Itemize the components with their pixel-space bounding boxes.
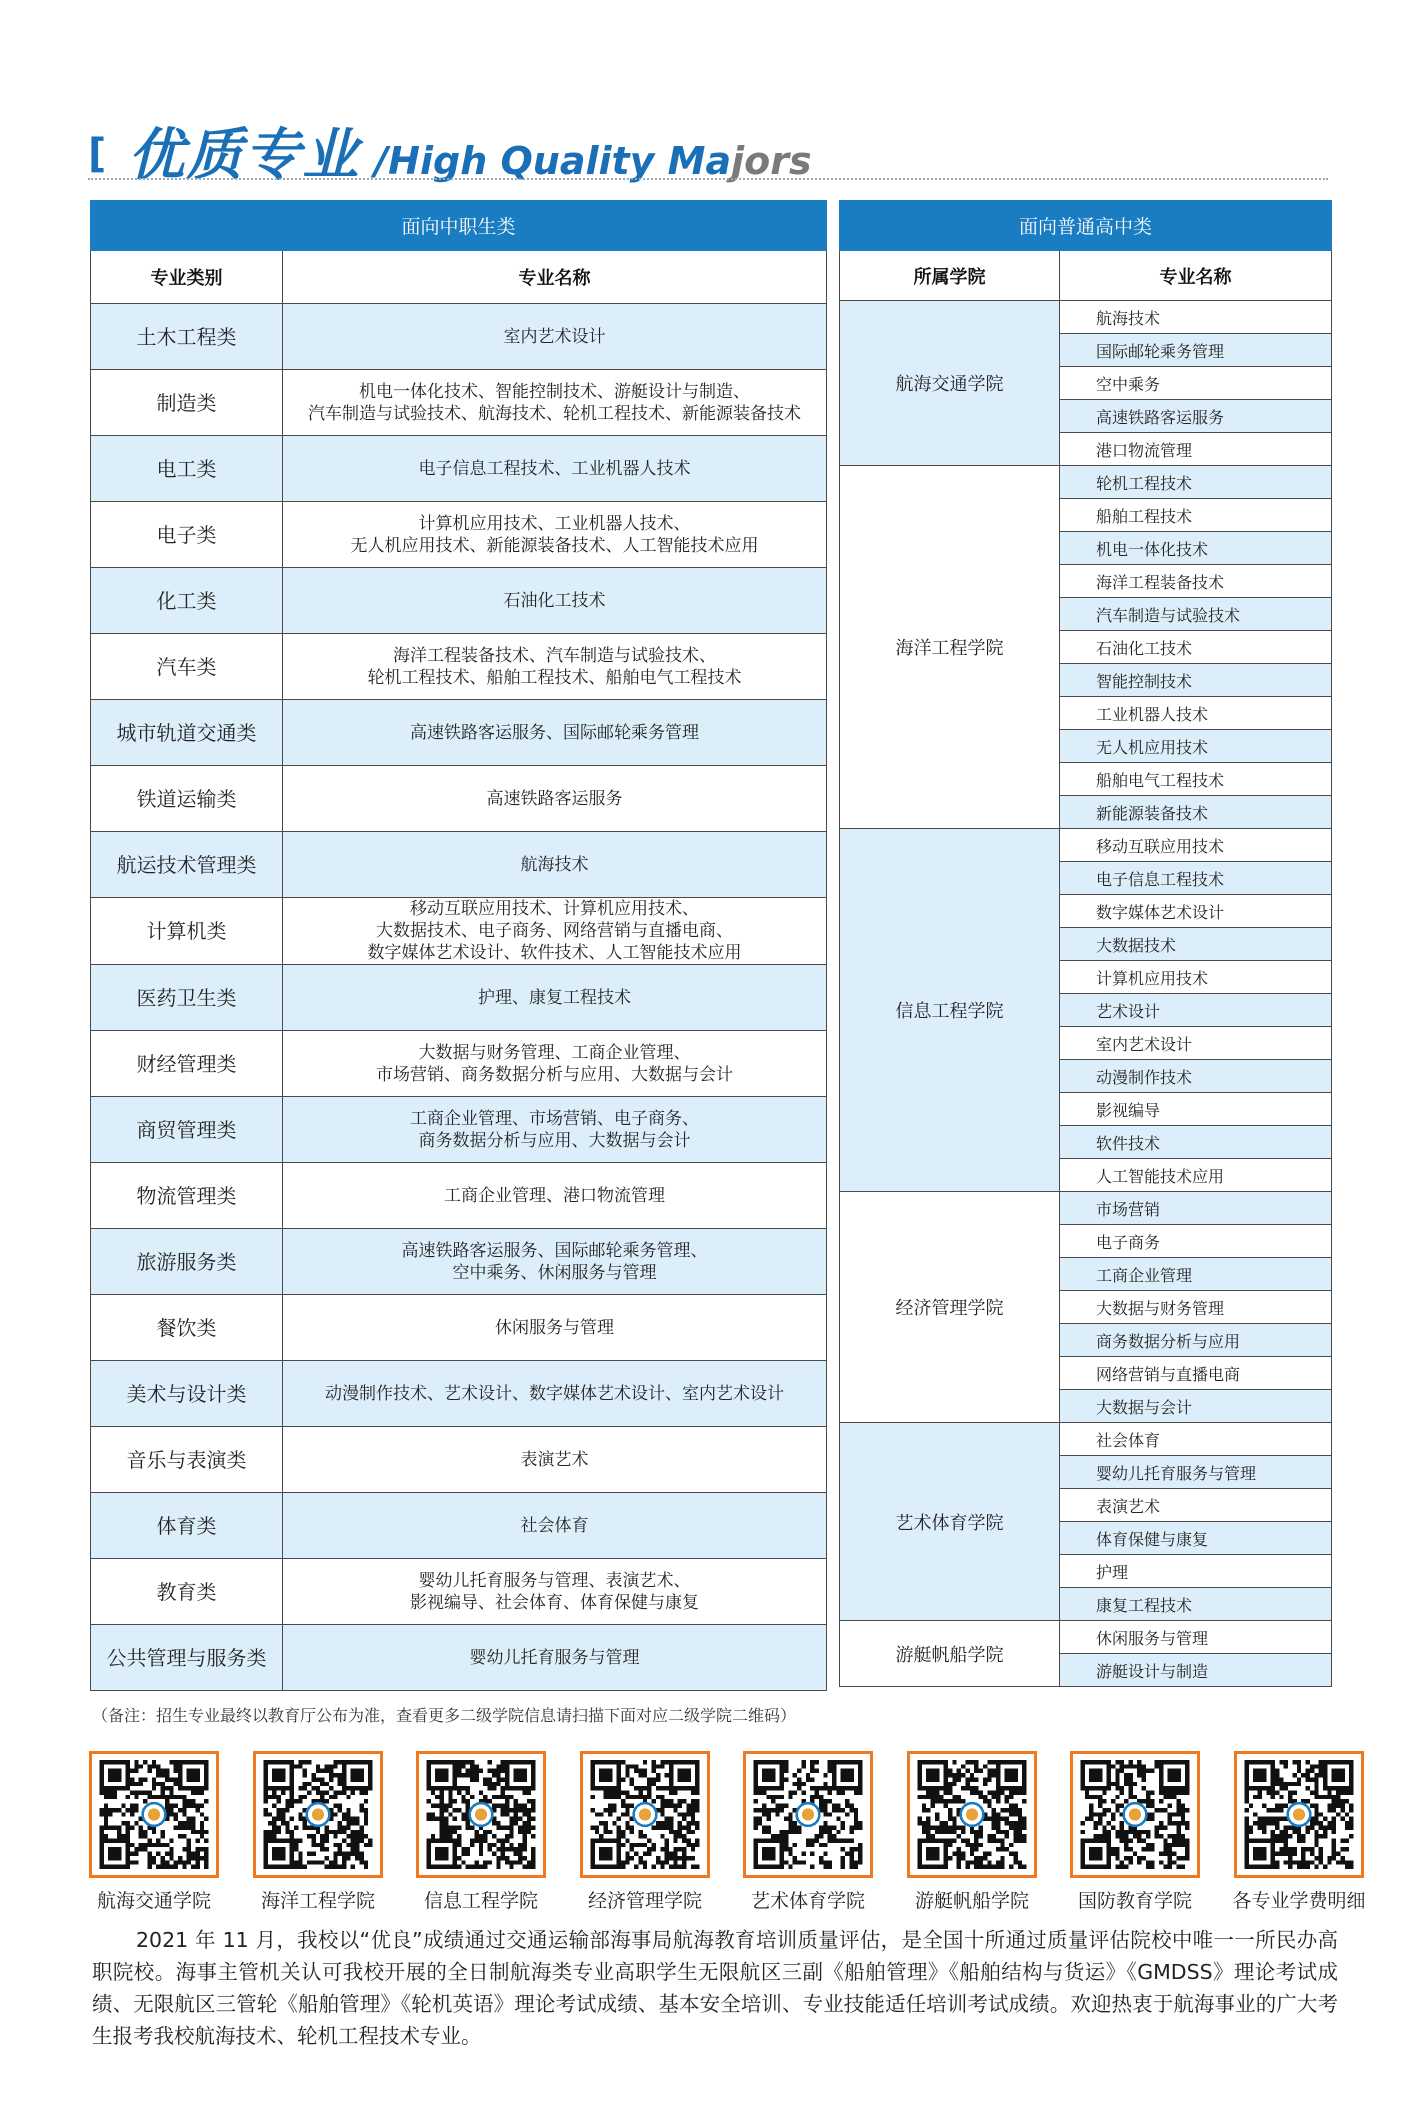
major-category: 汽车类 — [91, 634, 283, 700]
major-line: 表演艺术 — [520, 1449, 589, 1470]
major-names — [283, 766, 827, 832]
major-name: 电子商务 — [1060, 1225, 1332, 1258]
table-row — [91, 1361, 827, 1427]
major-names — [283, 1295, 827, 1361]
major-line: 婴幼儿托育服务与管理 — [469, 1647, 640, 1668]
major-name: 护理 — [1060, 1555, 1332, 1588]
major-name: 康复工程技术 — [1060, 1588, 1332, 1621]
major-names — [283, 1361, 827, 1427]
table-row — [840, 466, 1332, 499]
major-names — [283, 634, 827, 700]
table-row — [91, 1625, 827, 1691]
qr-code-icon[interactable] — [1234, 1751, 1364, 1878]
major-line: 移动互联应用技术、计算机应用技术、 — [410, 899, 699, 919]
major-name: 游艇设计与制造 — [1060, 1654, 1332, 1687]
table-row — [91, 304, 827, 370]
major-name: 船舶电气工程技术 — [1060, 763, 1332, 796]
table-row — [91, 1559, 827, 1625]
col-header-majors: 专业名称 — [1060, 251, 1332, 301]
table-row — [91, 370, 827, 436]
major-line: 轮机工程技术、船舶工程技术、船舶电气工程技术 — [367, 667, 742, 688]
major-line: 海洋工程装备技术、汽车制造与试验技术、 — [393, 645, 716, 666]
major-line: 机电一体化技术、智能控制技术、游艇设计与制造、 — [359, 381, 750, 402]
major-name: 计算机应用技术 — [1060, 961, 1332, 994]
major-name: 石油化工技术 — [1060, 631, 1332, 664]
major-name: 数字媒体艺术设计 — [1060, 895, 1332, 928]
major-category: 电工类 — [91, 436, 283, 502]
qr-code-label: 艺术体育学院 — [750, 1890, 865, 1912]
major-name: 休闲服务与管理 — [1060, 1621, 1332, 1654]
major-line: 工商企业管理、港口物流管理 — [444, 1185, 665, 1206]
table-row — [91, 502, 827, 568]
major-category: 城市轨道交通类 — [91, 700, 283, 766]
table-row — [91, 1163, 827, 1229]
college-name: 海洋工程学院 — [840, 466, 1060, 829]
qr-code-item[interactable] — [904, 1751, 1040, 1913]
major-name: 高速铁路客运服务 — [1060, 400, 1332, 433]
major-name: 空中乘务 — [1060, 367, 1332, 400]
major-name: 艺术设计 — [1060, 994, 1332, 1027]
qr-code-item[interactable] — [86, 1751, 222, 1913]
qr-code-item[interactable] — [1231, 1751, 1367, 1913]
major-name: 网络营销与直播电商 — [1060, 1357, 1332, 1390]
qr-code-item[interactable] — [740, 1751, 876, 1913]
header-divider — [88, 178, 1328, 180]
col-header-college: 所属学院 — [840, 251, 1060, 301]
major-name: 新能源装备技术 — [1060, 796, 1332, 829]
major-line: 无人机应用技术、新能源装备技术、人工智能技术应用 — [350, 535, 759, 556]
major-names — [283, 1163, 827, 1229]
college-name: 艺术体育学院 — [840, 1423, 1060, 1621]
table-row — [840, 1423, 1332, 1456]
qr-code-item[interactable] — [413, 1751, 549, 1913]
qr-code-icon[interactable] — [253, 1751, 383, 1878]
major-names — [283, 1097, 827, 1163]
major-category: 财经管理类 — [91, 1031, 283, 1097]
major-category: 电子类 — [91, 502, 283, 568]
high-school-banner: 面向普通高中类 — [840, 201, 1332, 251]
major-category: 医药卫生类 — [91, 965, 283, 1031]
major-line: 高速铁路客运服务、国际邮轮乘务管理 — [410, 722, 699, 743]
major-line: 影视编导、社会体育、体育保健与康复 — [410, 1592, 699, 1613]
major-names — [283, 1031, 827, 1097]
major-names — [283, 436, 827, 502]
major-category: 土木工程类 — [91, 304, 283, 370]
major-name: 体育保健与康复 — [1060, 1522, 1332, 1555]
major-names — [283, 832, 827, 898]
major-category: 旅游服务类 — [91, 1229, 283, 1295]
major-names — [283, 502, 827, 568]
qr-code-icon[interactable] — [743, 1751, 873, 1878]
qr-code-icon[interactable] — [89, 1751, 219, 1878]
major-category: 教育类 — [91, 1559, 283, 1625]
table-row — [91, 634, 827, 700]
qr-code-label: 海洋工程学院 — [260, 1890, 375, 1912]
vocational-banner: 面向中职生类 — [91, 201, 827, 251]
table-row — [840, 1192, 1332, 1225]
qr-code-label: 信息工程学院 — [423, 1890, 538, 1912]
major-name: 大数据与会计 — [1060, 1390, 1332, 1423]
table-row — [91, 436, 827, 502]
major-name: 海洋工程装备技术 — [1060, 565, 1332, 598]
major-line: 石油化工技术 — [503, 590, 606, 611]
major-category: 化工类 — [91, 568, 283, 634]
major-category: 物流管理类 — [91, 1163, 283, 1229]
major-name: 表演艺术 — [1060, 1489, 1332, 1522]
major-line: 计算机应用技术、工业机器人技术、 — [418, 513, 691, 534]
major-category: 制造类 — [91, 370, 283, 436]
footnote: （备注：招生专业最终以教育厅公布为准，查看更多二级学院信息请扫描下面对应二级学院二维码） — [92, 1706, 797, 1725]
qr-code-item[interactable] — [577, 1751, 713, 1913]
major-line: 工商企业管理、市场营销、电子商务、 — [410, 1108, 699, 1129]
table-row — [91, 766, 827, 832]
major-line: 数字媒体艺术设计、软件技术、人工智能技术应用 — [367, 943, 742, 963]
major-names — [283, 568, 827, 634]
major-category: 铁道运输类 — [91, 766, 283, 832]
table-row — [91, 1427, 827, 1493]
major-name: 电子信息工程技术 — [1060, 862, 1332, 895]
major-line: 休闲服务与管理 — [495, 1317, 614, 1338]
major-line: 社会体育 — [520, 1515, 589, 1536]
high-school-majors-table — [839, 200, 1332, 1687]
qr-code-label: 游艇帆船学院 — [914, 1890, 1029, 1912]
qr-code-label: 国防教育学院 — [1077, 1890, 1192, 1912]
major-names — [283, 1625, 827, 1691]
col-header-majors: 专业名称 — [283, 251, 827, 304]
table-row — [91, 700, 827, 766]
table-row — [840, 301, 1332, 334]
table-row — [91, 832, 827, 898]
major-name: 工业机器人技术 — [1060, 697, 1332, 730]
qr-code-label: 经济管理学院 — [587, 1890, 702, 1912]
major-name: 市场营销 — [1060, 1192, 1332, 1225]
major-names — [283, 965, 827, 1031]
qr-code-icon[interactable] — [580, 1751, 710, 1878]
page-title-english: /High Quality Majors — [374, 139, 812, 183]
major-line: 动漫制作技术、艺术设计、数字媒体艺术设计、室内艺术设计 — [325, 1383, 784, 1404]
major-names — [283, 370, 827, 436]
major-name: 人工智能技术应用 — [1060, 1159, 1332, 1192]
major-line: 航海技术 — [520, 854, 589, 875]
major-category: 美术与设计类 — [91, 1361, 283, 1427]
major-category: 餐饮类 — [91, 1295, 283, 1361]
major-names — [283, 898, 827, 965]
page-header — [88, 112, 812, 188]
major-name: 室内艺术设计 — [1060, 1027, 1332, 1060]
major-line: 高速铁路客运服务 — [486, 788, 623, 809]
qr-code-item[interactable] — [250, 1751, 386, 1913]
qr-code-item[interactable] — [1067, 1751, 1203, 1913]
major-name: 婴幼儿托育服务与管理 — [1060, 1456, 1332, 1489]
table-row — [91, 1493, 827, 1559]
major-name: 轮机工程技术 — [1060, 466, 1332, 499]
major-name: 移动互联应用技术 — [1060, 829, 1332, 862]
major-line: 婴幼儿托育服务与管理、表演艺术、 — [418, 1570, 691, 1591]
major-line: 护理、康复工程技术 — [478, 987, 631, 1008]
major-names — [283, 700, 827, 766]
major-name: 智能控制技术 — [1060, 664, 1332, 697]
major-line: 大数据与财务管理、工商企业管理、 — [418, 1042, 691, 1063]
major-category: 音乐与表演类 — [91, 1427, 283, 1493]
major-name: 汽车制造与试验技术 — [1060, 598, 1332, 631]
table-row — [91, 1295, 827, 1361]
major-name: 国际邮轮乘务管理 — [1060, 334, 1332, 367]
page-title: 优质专业 — [128, 123, 361, 188]
major-name: 船舶工程技术 — [1060, 499, 1332, 532]
major-line: 电子信息工程技术、工业机器人技术 — [418, 458, 691, 479]
college-name: 游艇帆船学院 — [840, 1621, 1060, 1687]
major-name: 机电一体化技术 — [1060, 532, 1332, 565]
col-header-category: 专业类别 — [91, 251, 283, 304]
major-category: 商贸管理类 — [91, 1097, 283, 1163]
major-names — [283, 304, 827, 370]
title-bracket: [ — [88, 131, 107, 177]
major-name: 港口物流管理 — [1060, 433, 1332, 466]
major-line: 空中乘务、休闲服务与管理 — [452, 1262, 657, 1283]
major-category: 航运技术管理类 — [91, 832, 283, 898]
table-row — [91, 1229, 827, 1295]
table-row — [91, 898, 827, 965]
major-names — [283, 1229, 827, 1295]
major-line: 汽车制造与试验技术、航海技术、轮机工程技术、新能源装备技术 — [308, 403, 801, 424]
major-line: 高速铁路客运服务、国际邮轮乘务管理、 — [401, 1240, 708, 1261]
major-name: 工商企业管理 — [1060, 1258, 1332, 1291]
table-row — [91, 1031, 827, 1097]
major-names — [283, 1427, 827, 1493]
table-row — [840, 829, 1332, 862]
qr-code-icon[interactable] — [907, 1751, 1037, 1878]
table-row — [840, 1621, 1332, 1654]
major-line: 大数据技术、电子商务、网络营销与直播电商、 — [376, 921, 733, 941]
qr-code-label: 各专业学费明细 — [1232, 1890, 1366, 1912]
major-line: 市场营销、商务数据分析与应用、大数据与会计 — [376, 1064, 733, 1085]
major-line: 商务数据分析与应用、大数据与会计 — [418, 1130, 691, 1151]
major-name: 航海技术 — [1060, 301, 1332, 334]
major-names — [283, 1559, 827, 1625]
table-row — [91, 1097, 827, 1163]
major-name: 动漫制作技术 — [1060, 1060, 1332, 1093]
table-row — [91, 965, 827, 1031]
table-row — [91, 568, 827, 634]
qr-code-label: 航海交通学院 — [96, 1890, 211, 1912]
accreditation-paragraph: 2021 年 11 月，我校以“优良”成绩通过交通运输部海事局航海教育培训质量评估，是全国十所通过质量评估院校中唯一一所民办高职院校。海事主管机关认可我校开展的全日制航海类专业高职学生无限航区三副《船舶管理》《船舶结构与货运》《GMDSS》理论考试成绩、无限航区三管轮《船舶管理》《轮机英语》理论考试成绩、基本安全培训、专业技能适任培训考试成绩。欢迎热衷于航海事业的广大考生报考我校航海技术、轮机工程技术专业。 — [92, 1928, 1338, 2048]
major-category: 公共管理与服务类 — [91, 1625, 283, 1691]
qr-code-icon[interactable] — [1070, 1751, 1200, 1878]
college-name: 航海交通学院 — [840, 301, 1060, 466]
major-name: 商务数据分析与应用 — [1060, 1324, 1332, 1357]
major-name: 社会体育 — [1060, 1423, 1332, 1456]
major-name: 无人机应用技术 — [1060, 730, 1332, 763]
major-name: 影视编导 — [1060, 1093, 1332, 1126]
college-name: 经济管理学院 — [840, 1192, 1060, 1423]
qr-code-icon[interactable] — [416, 1751, 546, 1878]
major-names — [283, 1493, 827, 1559]
major-name: 软件技术 — [1060, 1126, 1332, 1159]
major-name: 大数据技术 — [1060, 928, 1332, 961]
major-line: 室内艺术设计 — [503, 326, 606, 347]
major-category: 计算机类 — [91, 898, 283, 965]
college-name: 信息工程学院 — [840, 829, 1060, 1192]
qr-code-row — [86, 1751, 1366, 1912]
major-category: 体育类 — [91, 1493, 283, 1559]
vocational-majors-table — [90, 200, 827, 1691]
major-name: 大数据与财务管理 — [1060, 1291, 1332, 1324]
